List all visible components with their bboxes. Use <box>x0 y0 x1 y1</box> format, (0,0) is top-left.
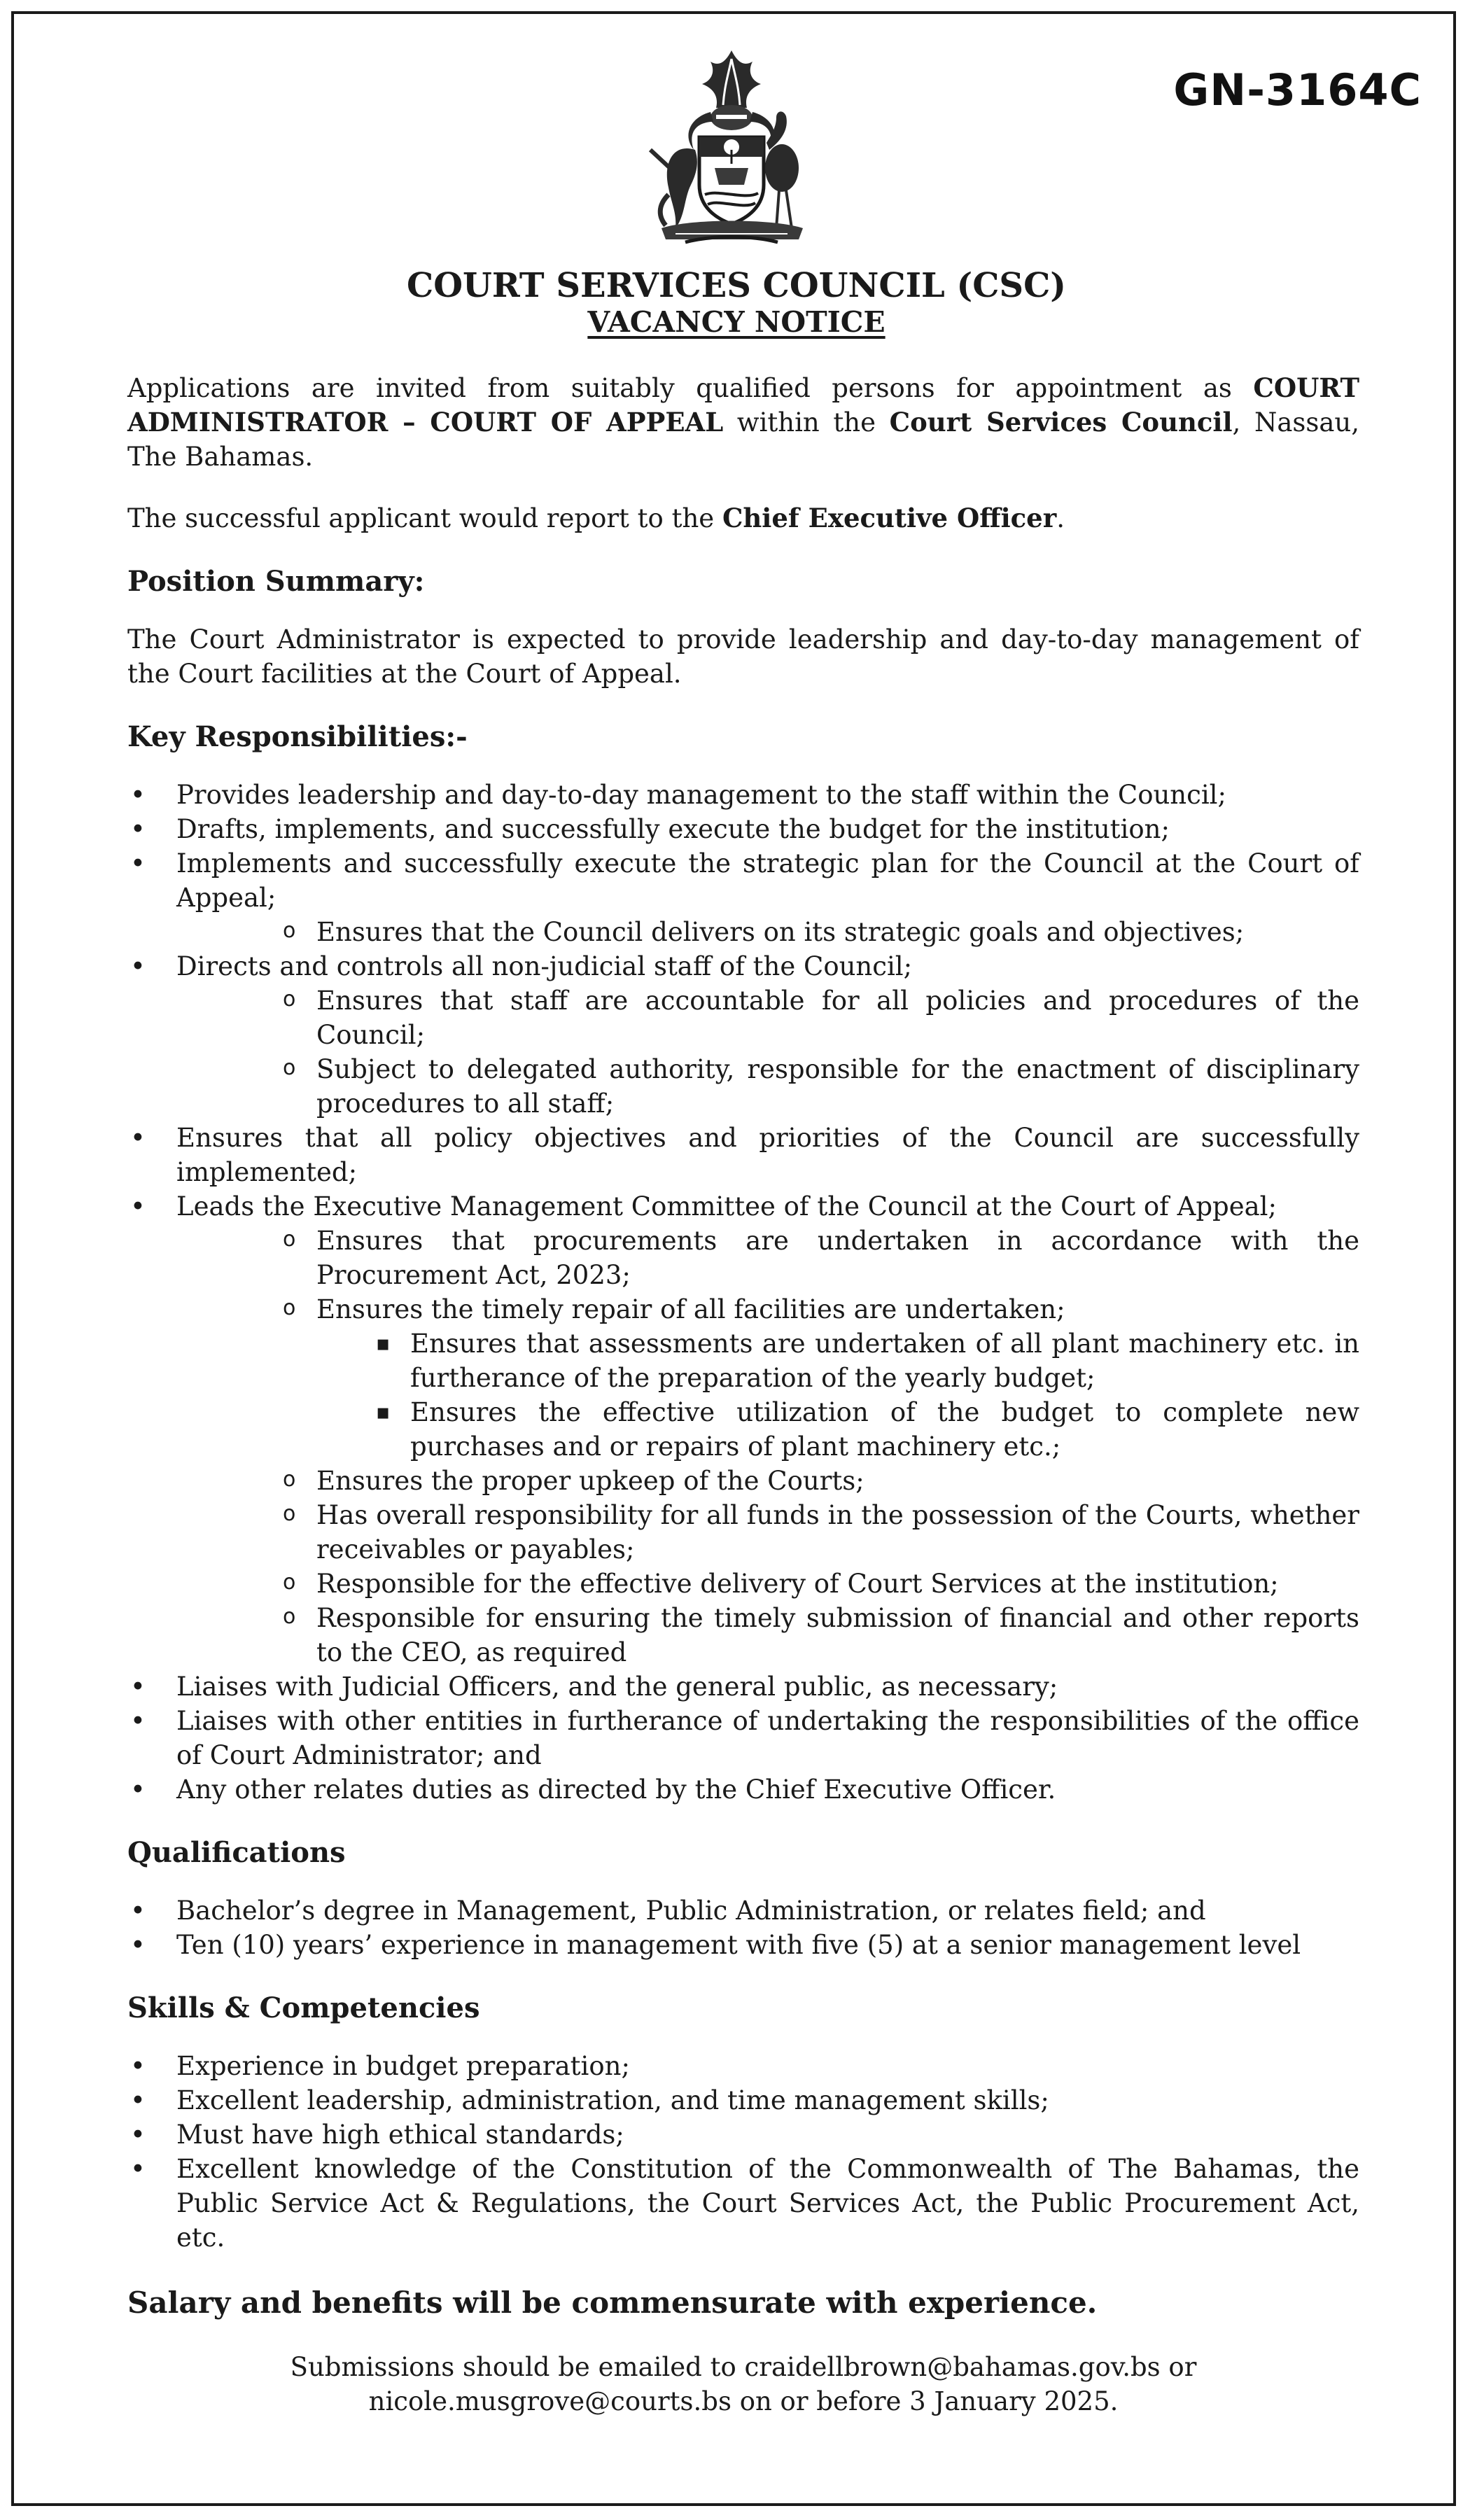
sub-sub-list-item: ▪ Ensures that assessments are undertaken of all plant machinery etc. in furtherance of the preparation of the yearly budget; <box>127 1326 1359 1395</box>
sub-list-item: o Ensures that staff are accountable for all policies and procedures of the Council; <box>127 983 1359 1052</box>
list-item: • Drafts, implements, and successfully execute the budget for the institution; <box>127 812 1359 846</box>
list-item: • Bachelor’s degree in Management, Public Administration, or relates field; and <box>127 1893 1359 1928</box>
intro-paragraph: Applications are invited from suitably qualified persons for appointment as COURT ADMINISTRATOR – COURT OF APPEAL within the Court Services Council, Nassau, The Bahamas. <box>127 372 1360 472</box>
sub-list-item: o Subject to delegated authority, responsible for the enactment of disciplinary procedures to all staff; <box>127 1052 1359 1121</box>
list-item: • Must have high ethical standards; <box>127 2118 1359 2152</box>
vacancy-notice-subtitle: VACANCY NOTICE <box>587 305 886 339</box>
notice-body <box>127 371 1359 2418</box>
list-item: • Any other relates duties as directed by the Chief Executive Officer. <box>127 1772 1359 1807</box>
vacancy-notice-page <box>11 11 1456 2506</box>
key-responsibilities-list <box>127 778 1359 1807</box>
qualifications-list <box>127 1893 1359 1962</box>
sub-list-item: o Responsible for ensuring the timely submission of financial and other reports to the CEO, as required <box>127 1601 1359 1670</box>
sub-list-item: o Ensures the timely repair of all facilities are undertaken; <box>127 1292 1359 1326</box>
list-item: • Ensures that all policy objectives and priorities of the Council are successfully implemented; <box>127 1121 1359 1189</box>
list-item: • Implements and successfully execute the strategic plan for the Council at the Court of Appeal; <box>127 846 1359 915</box>
sub-list-item: o Ensures the proper upkeep of the Courts; <box>127 1464 1359 1498</box>
sub-sub-list-item: ▪ Ensures the effective utilization of the budget to complete new purchases and or repairs of plant machinery etc.; <box>127 1395 1359 1464</box>
council-title: COURT SERVICES COUNCIL (CSC) <box>407 266 1066 305</box>
skills-heading: Skills & Competencies <box>127 1991 480 2024</box>
skills-list <box>127 2049 1359 2255</box>
salary-statement: Salary and benefits will be commensurate with experience. <box>127 2286 1098 2320</box>
list-item: • Excellent leadership, administration, and time management skills; <box>127 2083 1359 2118</box>
sub-list-item: o Ensures that procurements are undertaken in accordance with the Procurement Act, 2023; <box>127 1224 1359 1292</box>
list-item: • Directs and controls all non-judicial staff of the Council; <box>127 949 1359 983</box>
sub-list-item: o Ensures that the Council delivers on its strategic goals and objectives; <box>127 915 1359 949</box>
list-item: • Excellent knowledge of the Constitution of the Commonwealth of The Bahamas, the Public Service Act & Regulations, the Court Services Act, the Public Procurement Act, etc. <box>127 2152 1359 2255</box>
list-item: • Liaises with Judicial Officers, and the general public, as necessary; <box>127 1670 1359 1704</box>
bahamas-coat-of-arms <box>626 45 836 246</box>
key-responsibilities-heading: Key Responsibilities:- <box>127 720 468 753</box>
position-summary-text: The Court Administrator is expected to provide leadership and day-to-day management of the Court facilities at the Court of Appeal. <box>127 624 1359 689</box>
sub-list-item: o Has overall responsibility for all funds in the possession of the Courts, whether receivables or payables; <box>127 1498 1359 1567</box>
sub-list-item: o Responsible for the effective delivery of Court Services at the institution; <box>127 1567 1359 1601</box>
list-item: • Leads the Executive Management Committee of the Council at the Court of Appeal; <box>127 1189 1359 1224</box>
position-summary-heading: Position Summary: <box>127 565 425 598</box>
notice-code: GN-3164C <box>1173 64 1422 115</box>
list-item: • Provides leadership and day-to-day management to the staff within the Council; <box>127 778 1359 812</box>
list-item: • Liaises with other entities in furtherance of undertaking the responsibilities of the office of Court Administrator; and <box>127 1704 1359 1772</box>
reporting-line-paragraph: The successful applicant would report to the Chief Executive Officer. <box>127 503 1065 533</box>
submission-instructions <box>127 2350 1359 2418</box>
submission-line-2: nicole.musgrove@courts.bs on or before 3 January 2025. <box>368 2386 1119 2416</box>
list-item: • Experience in budget preparation; <box>127 2049 1359 2083</box>
list-item: • Ten (10) years’ experience in management with five (5) at a senior management level <box>127 1928 1359 1962</box>
submission-line-1: Submissions should be emailed to craidellbrown@bahamas.gov.bs or <box>290 2352 1197 2382</box>
qualifications-heading: Qualifications <box>127 1836 346 1869</box>
